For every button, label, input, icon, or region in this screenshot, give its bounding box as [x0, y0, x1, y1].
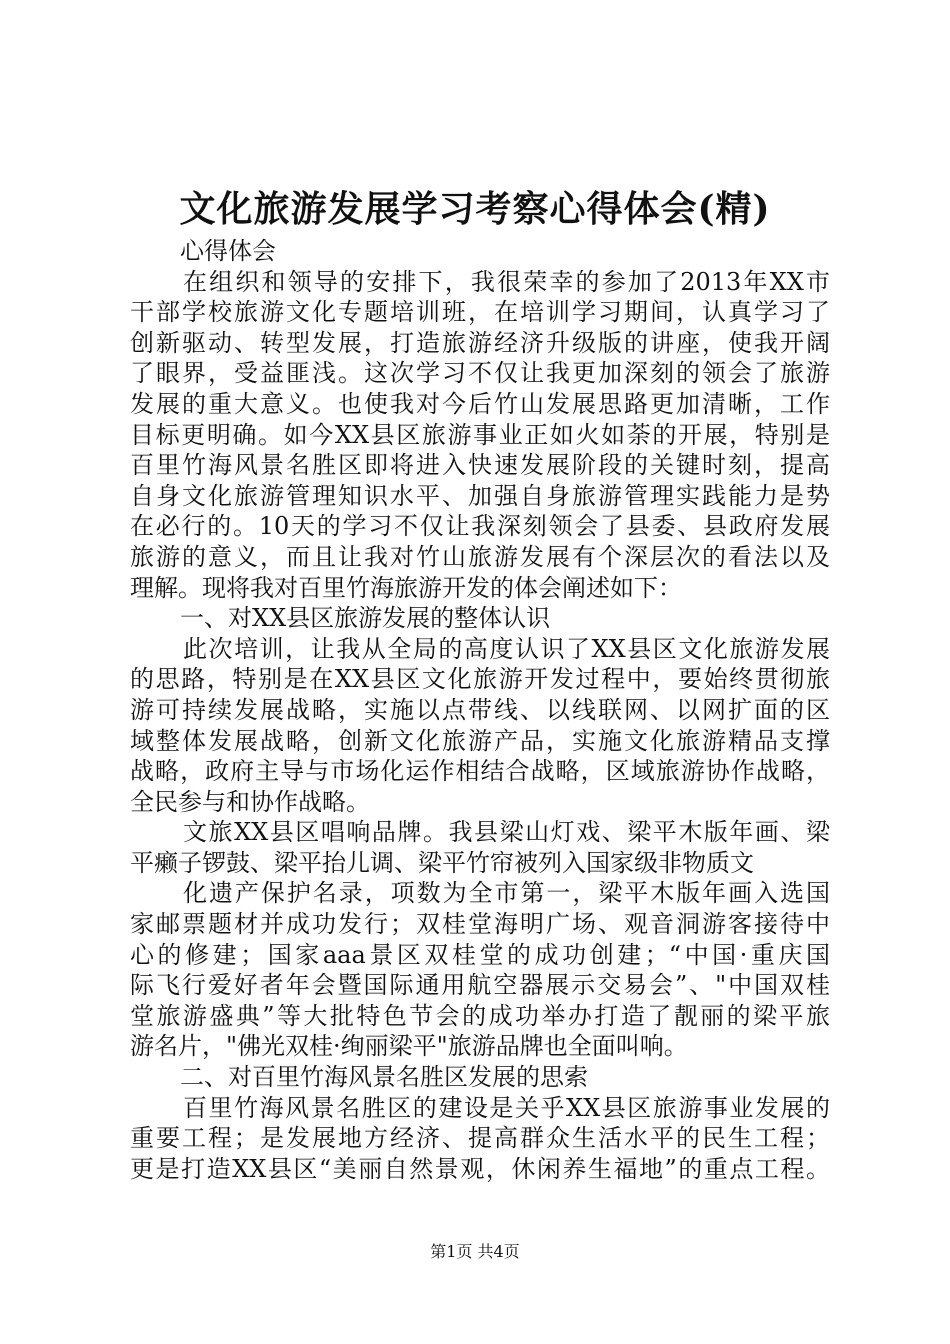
body-line: 创新驱动、转型发展，打造旅游经济升级版的讲座，使我开阔	[130, 328, 830, 357]
body-line: 域整体发展战略，创新文化旅游产品，实施文化旅游精品支撑	[130, 726, 830, 755]
body-line: 此次培训，让我从全局的高度认识了XX县区文化旅游发展	[183, 634, 830, 663]
section-heading-2: 二、对百里竹海风景名胜区发展的思索	[180, 1063, 588, 1092]
body-line: 游可持续发展战略，实施以点带线、以线联网、以网扩面的区	[130, 695, 830, 724]
body-line: 际飞行爱好者年会暨国际通用航空器展示交易会”、"中国双桂	[130, 971, 830, 1000]
body-line: 在组织和领导的安排下，我很荣幸的参加了2013年XX市	[183, 267, 830, 296]
body-line: 干部学校旅游文化专题培训班，在培训学习期间，认真学习了	[130, 298, 830, 327]
body-line: 游名片，"佛光双桂·绚丽梁平"旅游品牌也全面叫响。	[130, 1032, 688, 1061]
section-heading-xinde: 心得体会	[180, 237, 276, 265]
body-line: 理解。现将我对百里竹海旅游开发的体会阐述如下：	[130, 573, 682, 602]
body-line: 家邮票题材并成功发行；双桂堂海明广场、观音洞游客接待中	[130, 910, 830, 939]
body-line: 战略，政府主导与市场化运作相结合战略，区域旅游协作战略，	[130, 757, 830, 786]
body-line: 百里竹海风景名胜区的建设是关乎XX县区旅游事业发展的	[183, 1093, 830, 1122]
body-line: 在必行的。10天的学习不仅让我深刻领会了县委、县政府发展	[130, 512, 830, 541]
body-line: 重要工程；是发展地方经济、提高群众生活水平的民生工程；	[130, 1124, 830, 1153]
body-line: 堂旅游盛典”等大批特色节会的成功举办打造了靓丽的梁平旅	[130, 1001, 830, 1030]
body-line: 全民参与和协作战略。	[130, 787, 370, 816]
document-body	[130, 236, 830, 1184]
body-line: 文旅XX县区唱响品牌。我县梁山灯戏、梁平木版年画、梁	[183, 818, 830, 847]
document-title: 文化旅游发展学习考察心得体会(精)	[179, 188, 771, 230]
body-line: 更是打造XX县区“美丽自然景观，休闲养生福地”的重点工程。	[130, 1154, 830, 1183]
body-line: 了眼界，受益匪浅。这次学习不仅让我更加深刻的领会了旅游	[130, 359, 830, 388]
body-line: 目标更明确。如今XX县区旅游事业正如火如荼的开展，特别是	[130, 420, 830, 449]
body-line: 心的修建；国家aaa景区双桂堂的成功创建；“中国·重庆国	[130, 940, 830, 969]
body-line: 旅游的意义，而且让我对竹山旅游发展有个深层次的看法以及	[130, 542, 830, 571]
page-number-footer: 第1页 共4页	[430, 1242, 520, 1261]
body-line: 百里竹海风景名胜区即将进入快速发展阶段的关键时刻，提高	[130, 451, 830, 480]
body-line: 发展的重大意义。也使我对今后竹山发展思路更加清晰，工作	[130, 389, 830, 418]
body-line: 平癞子锣鼓、梁平抬儿调、梁平竹帘被列入国家级非物质文	[130, 848, 754, 877]
body-line: 的思路，特别是在XX县区文化旅游开发过程中，要始终贯彻旅	[130, 665, 830, 694]
body-line: 自身文化旅游管理知识水平、加强自身旅游管理实践能力是势	[130, 481, 830, 510]
body-line: 化遗产保护名录，项数为全市第一，梁平木版年画入选国	[183, 879, 830, 908]
section-heading-1: 一、对XX县区旅游发展的整体认识	[180, 604, 551, 633]
